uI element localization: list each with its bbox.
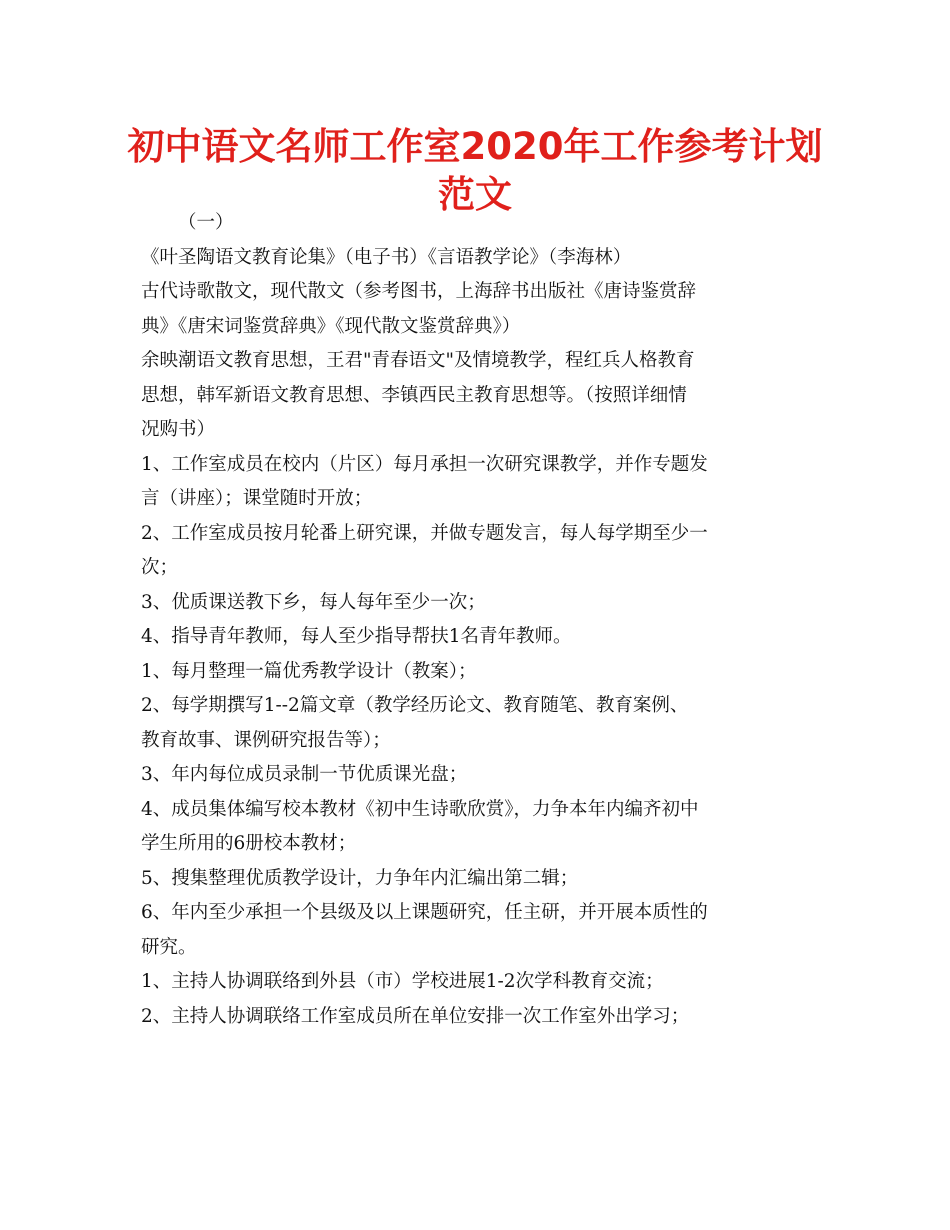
body-line: 2、工作室成员按月轮番上研究课，并做专题发言，每人每学期至少一 <box>141 522 708 544</box>
body-line: 思想，韩军新语文教育思想、李镇西民主教育思想等。（按照详细情 <box>141 384 687 406</box>
body-line: 《叶圣陶语文教育论集》（电子书）《言语教学论》（李海林） <box>141 246 632 268</box>
body-line: 余映潮语文教育思想，王君"青春语文"及情境教学，程红兵人格教育 <box>141 350 695 371</box>
body-line: 古代诗歌散文，现代散文（参考图书，上海辞书出版社《唐诗鉴赏辞 <box>141 281 697 302</box>
document-body <box>141 206 811 1034</box>
body-line: 典》《唐宋词鉴赏辞典》《现代散文鉴赏辞典》） <box>141 315 521 337</box>
body-line: 3、年内每位成员录制一节优质课光盘； <box>141 764 468 785</box>
section-marker: （一） <box>178 212 234 233</box>
body-line: 次； <box>141 557 179 578</box>
body-line: 1、每月整理一篇优秀教学设计（教案）； <box>141 660 477 682</box>
body-line: 1、工作室成员在校内（片区）每月承担一次研究课教学，并作专题发 <box>141 453 708 475</box>
body-line: 2、主持人协调联络工作室成员所在单位安排一次工作室外出学习； <box>141 1005 690 1027</box>
body-line: 5、搜集整理优质教学设计，力争年内汇编出第二辑； <box>141 867 579 889</box>
body-line: 研究。 <box>141 936 197 958</box>
body-line: 6、年内至少承担一个县级及以上课题研究，任主研，并开展本质性的 <box>141 902 708 923</box>
document-title-line-2: 范文 <box>438 173 512 216</box>
body-line: 1、主持人协调联络到外县（市）学校进展1-2次学科教育交流； <box>141 971 664 992</box>
body-line: 教育故事、课例研究报告等）； <box>141 729 391 751</box>
body-line: 2、每学期撰写1--2篇文章（教学经历论文、教育随笔、教育案例、 <box>141 695 689 716</box>
body-line: 4、成员集体编写校本教材《初中生诗歌欣赏》，力争本年内编齐初中 <box>141 798 699 820</box>
body-line: 4、指导青年教师，每人至少指导帮扶1名青年教师。 <box>141 626 572 647</box>
body-line: 言（讲座）；课堂随时开放； <box>141 488 373 509</box>
document-title-line-1: 初中语文名师工作室2020年工作参考计划 <box>127 125 823 168</box>
body-line: 况购书） <box>141 419 216 440</box>
body-line: 3、优质课送教下乡，每人每年至少一次； <box>141 591 486 613</box>
body-line: 学生所用的6册校本教材； <box>141 833 357 854</box>
